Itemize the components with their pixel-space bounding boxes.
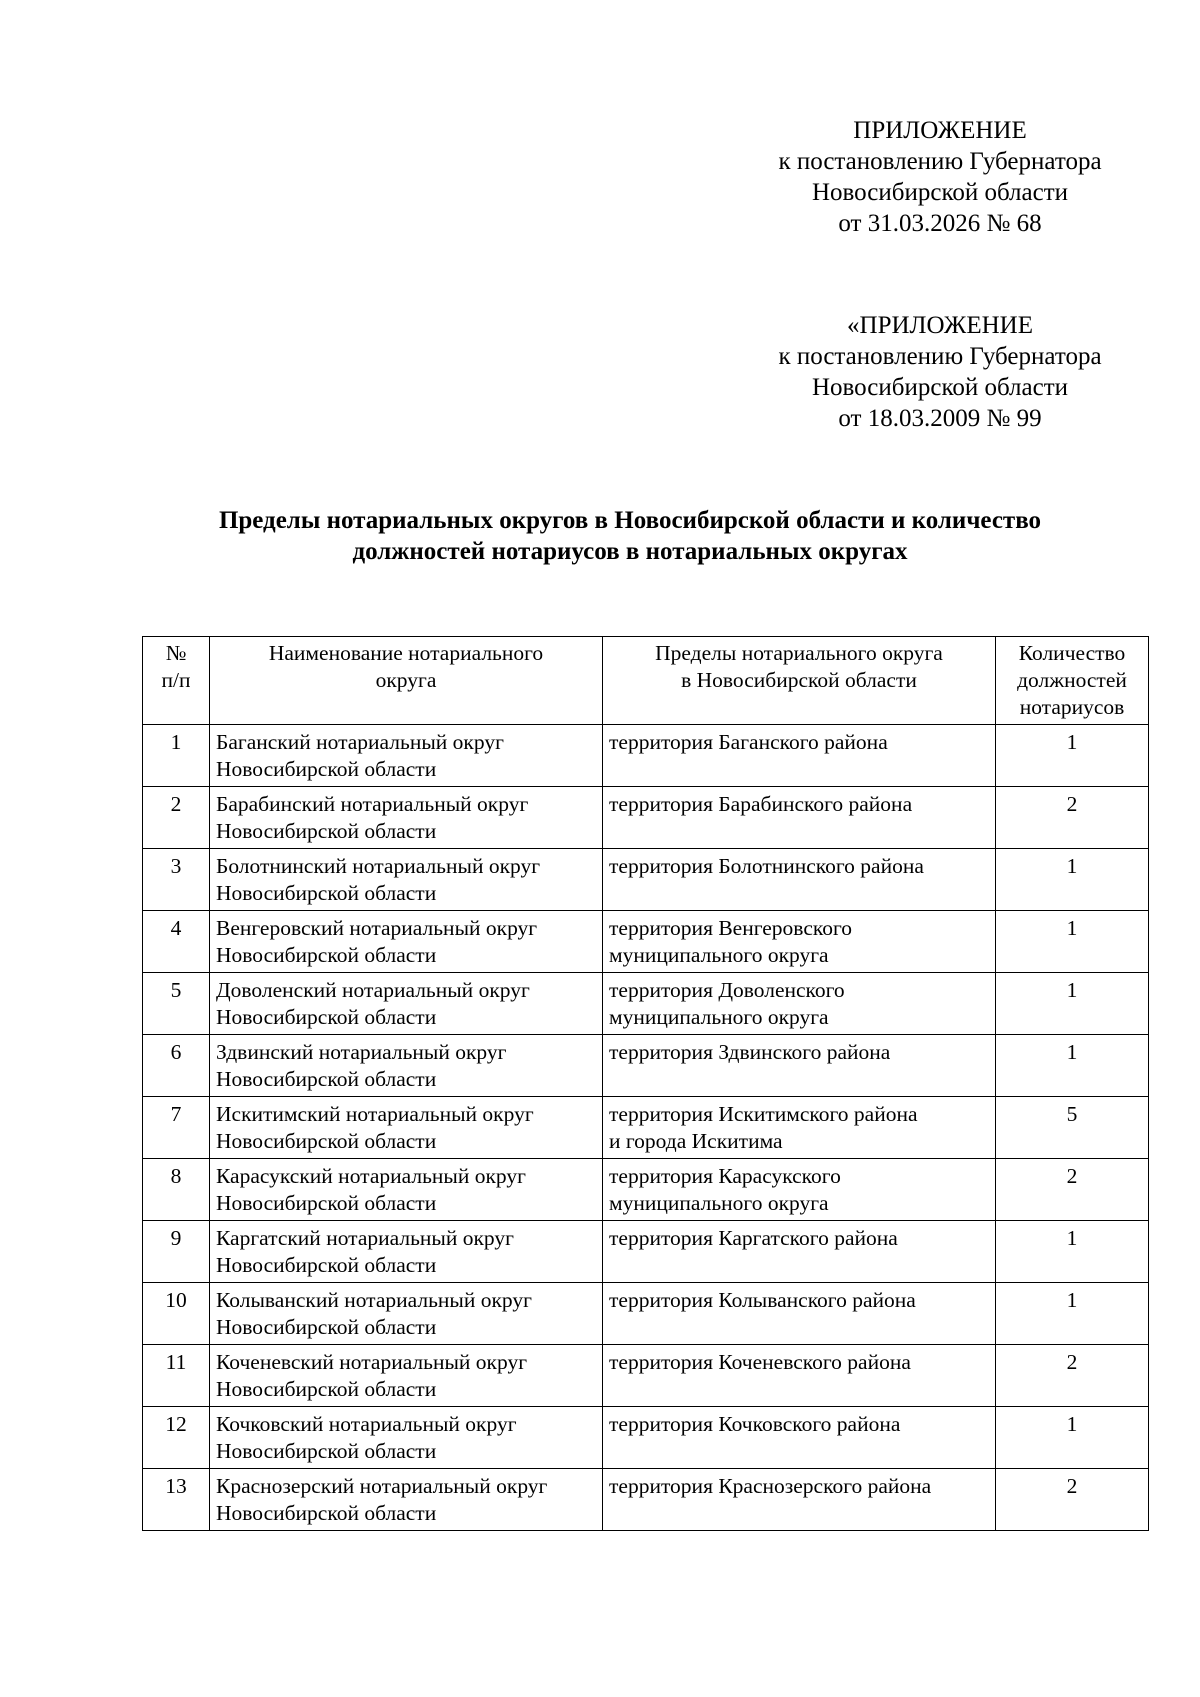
notary-districts-table <box>142 636 1149 1531</box>
cell-num: 13 <box>143 1469 210 1531</box>
cell-notary-count: 1 <box>996 1221 1149 1283</box>
header-num-line: п/п <box>161 668 191 692</box>
district-limits-line: муниципального округа <box>609 1005 829 1029</box>
document-title-line: должностей нотариусов в нотариальных округах <box>352 538 908 565</box>
table-header-row <box>143 637 1149 725</box>
cell-num: 3 <box>143 849 210 911</box>
header-count-line: нотариусов <box>1019 695 1125 719</box>
cell-district-name <box>210 1469 603 1531</box>
cell-num: 10 <box>143 1283 210 1345</box>
district-limits-line: территория Баганского района <box>609 730 888 754</box>
district-name-line: Каргатский нотариальный округ <box>216 1226 514 1250</box>
district-limits-line: территория Коченевского района <box>609 1350 911 1374</box>
cell-notary-count: 1 <box>996 973 1149 1035</box>
cell-district-limits <box>603 1035 996 1097</box>
cell-district-name <box>210 1035 603 1097</box>
district-name-line: Новосибирской области <box>216 943 437 967</box>
cell-notary-count: 1 <box>996 1283 1149 1345</box>
table-row <box>143 1469 1149 1531</box>
cell-num: 5 <box>143 973 210 1035</box>
cell-notary-count: 2 <box>996 1159 1149 1221</box>
cell-district-name <box>210 1283 603 1345</box>
district-limits-line: территория Каргатского района <box>609 1226 898 1250</box>
district-name-line: Колыванский нотариальный округ <box>216 1288 532 1312</box>
district-name-line: Кочковский нотариальный округ <box>216 1412 517 1436</box>
cell-district-limits <box>603 1407 996 1469</box>
cell-district-limits <box>603 1469 996 1531</box>
appendix-original-line: от 18.03.2009 № 99 <box>838 405 1042 432</box>
header-limits <box>603 637 996 725</box>
cell-district-name <box>210 1407 603 1469</box>
cell-notary-count: 2 <box>996 1345 1149 1407</box>
cell-district-limits <box>603 1345 996 1407</box>
district-name-line: Баганский нотариальный округ <box>216 730 504 754</box>
cell-num: 8 <box>143 1159 210 1221</box>
cell-notary-count: 1 <box>996 911 1149 973</box>
district-name-line: Болотнинский нотариальный округ <box>216 854 541 878</box>
header-limits-line: Пределы нотариального округа <box>655 641 943 665</box>
district-name-line: Карасукский нотариальный округ <box>216 1164 526 1188</box>
header-count-line: Количество <box>1018 641 1126 665</box>
cell-notary-count: 1 <box>996 849 1149 911</box>
document-title <box>130 505 1130 567</box>
district-name-line: Новосибирской области <box>216 757 437 781</box>
header-limits-line: в Новосибирской области <box>681 668 917 692</box>
district-limits-line: и города Искитима <box>609 1129 783 1153</box>
table-row <box>143 849 1149 911</box>
cell-district-name <box>210 725 603 787</box>
header-name <box>210 637 603 725</box>
cell-district-limits <box>603 1221 996 1283</box>
cell-district-limits <box>603 1159 996 1221</box>
cell-num: 6 <box>143 1035 210 1097</box>
district-name-line: Барабинский нотариальный округ <box>216 792 529 816</box>
cell-num: 12 <box>143 1407 210 1469</box>
district-name-line: Новосибирской области <box>216 1005 437 1029</box>
district-name-line: Здвинский нотариальный округ <box>216 1040 507 1064</box>
header-count-line: должностей <box>1017 668 1127 692</box>
cell-district-name <box>210 973 603 1035</box>
table-row <box>143 1283 1149 1345</box>
district-name-line: Новосибирской области <box>216 1253 437 1277</box>
appendix-current-header <box>740 115 1140 239</box>
header-num <box>143 637 210 725</box>
cell-district-limits <box>603 1283 996 1345</box>
table-row <box>143 1035 1149 1097</box>
appendix-current-line: ПРИЛОЖЕНИЕ <box>853 117 1027 144</box>
table-row <box>143 1159 1149 1221</box>
cell-district-limits <box>603 1097 996 1159</box>
district-name-line: Коченевский нотариальный округ <box>216 1350 528 1374</box>
cell-district-limits <box>603 911 996 973</box>
cell-num: 2 <box>143 787 210 849</box>
table-row <box>143 1221 1149 1283</box>
district-name-line: Искитимский нотариальный округ <box>216 1102 534 1126</box>
district-limits-line: территория Доволенского <box>609 978 845 1002</box>
table-row <box>143 973 1149 1035</box>
cell-district-limits <box>603 787 996 849</box>
cell-district-name <box>210 849 603 911</box>
appendix-original-header <box>740 310 1140 434</box>
cell-district-limits <box>603 973 996 1035</box>
cell-district-name <box>210 1159 603 1221</box>
table-row <box>143 787 1149 849</box>
cell-district-name <box>210 1097 603 1159</box>
cell-notary-count: 2 <box>996 787 1149 849</box>
cell-district-name <box>210 911 603 973</box>
appendix-original-line: Новосибирской области <box>811 374 1069 401</box>
cell-district-name <box>210 1221 603 1283</box>
cell-district-name <box>210 1345 603 1407</box>
district-limits-line: территория Здвинского района <box>609 1040 891 1064</box>
cell-num: 1 <box>143 725 210 787</box>
district-limits-line: территория Кочковского района <box>609 1412 901 1436</box>
table-row <box>143 725 1149 787</box>
header-num-line: № <box>165 641 187 665</box>
appendix-current-line: к постановлению Губернатора <box>778 148 1102 175</box>
cell-num: 7 <box>143 1097 210 1159</box>
district-limits-line: территория Краснозерского района <box>609 1474 932 1498</box>
table-row <box>143 1345 1149 1407</box>
cell-num: 9 <box>143 1221 210 1283</box>
district-limits-line: муниципального округа <box>609 1191 829 1215</box>
district-limits-line: муниципального округа <box>609 943 829 967</box>
cell-notary-count: 1 <box>996 725 1149 787</box>
header-name-line: округа <box>375 668 437 692</box>
district-name-line: Новосибирской области <box>216 1439 437 1463</box>
header-name-line: Наименование нотариального <box>268 641 544 665</box>
table-row <box>143 911 1149 973</box>
appendix-current-line: от 31.03.2026 № 68 <box>838 210 1042 237</box>
header-count <box>996 637 1149 725</box>
document-title-line: Пределы нотариальных округов в Новосибирской области и количество <box>218 507 1042 534</box>
appendix-original-line: «ПРИЛОЖЕНИЕ <box>847 312 1033 339</box>
cell-notary-count: 5 <box>996 1097 1149 1159</box>
district-name-line: Новосибирской области <box>216 1191 437 1215</box>
district-name-line: Новосибирской области <box>216 881 437 905</box>
table-row <box>143 1407 1149 1469</box>
appendix-current-line: Новосибирской области <box>811 179 1069 206</box>
district-limits-line: территория Карасукского <box>609 1164 841 1188</box>
district-limits-line: территория Болотнинского района <box>609 854 924 878</box>
appendix-original-line: к постановлению Губернатора <box>778 343 1102 370</box>
district-name-line: Венгеровский нотариальный округ <box>216 916 538 940</box>
district-name-line: Новосибирской области <box>216 1501 437 1525</box>
cell-district-limits <box>603 849 996 911</box>
district-name-line: Новосибирской области <box>216 1067 437 1091</box>
district-name-line: Новосибирской области <box>216 1377 437 1401</box>
cell-num: 4 <box>143 911 210 973</box>
district-name-line: Новосибирской области <box>216 1129 437 1153</box>
district-limits-line: территория Колыванского района <box>609 1288 916 1312</box>
district-name-line: Новосибирской области <box>216 1315 437 1339</box>
district-name-line: Новосибирской области <box>216 819 437 843</box>
district-name-line: Доволенский нотариальный округ <box>216 978 530 1002</box>
district-name-line: Краснозерский нотариальный округ <box>216 1474 548 1498</box>
cell-notary-count: 2 <box>996 1469 1149 1531</box>
table-row <box>143 1097 1149 1159</box>
cell-num: 11 <box>143 1345 210 1407</box>
cell-district-name <box>210 787 603 849</box>
district-limits-line: территория Венгеровского <box>609 916 852 940</box>
table-body <box>143 725 1149 1531</box>
cell-notary-count: 1 <box>996 1035 1149 1097</box>
district-limits-line: территория Барабинского района <box>609 792 913 816</box>
cell-notary-count: 1 <box>996 1407 1149 1469</box>
cell-district-limits <box>603 725 996 787</box>
district-limits-line: территория Искитимского района <box>609 1102 918 1126</box>
